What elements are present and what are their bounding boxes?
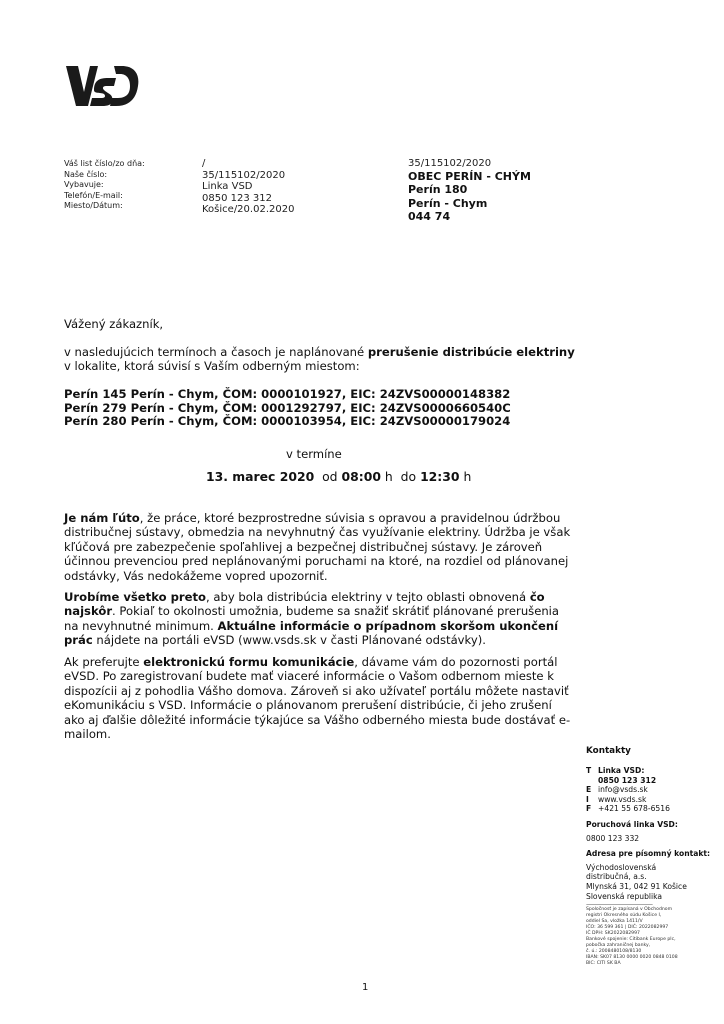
term-to-word: do [400, 469, 417, 484]
value-place-date: Košice/20.02.2020 [202, 204, 295, 215]
term-date-line [206, 469, 471, 484]
contact-row-email: E info@vsds.sk [586, 785, 648, 795]
term-date: 13. marec 2020 [206, 469, 315, 484]
recipient-name: OBEC PERÍN - CHÝM [408, 169, 531, 183]
value-your-letter: / [202, 158, 206, 169]
greeting: Vážený zákazník, [64, 317, 164, 331]
intro [64, 345, 584, 374]
contact-row-web: I www.vsds.sk [586, 794, 647, 804]
p2-bold-3: Aktuálne informácie o prípadnom skoršom ukončení prác [64, 618, 559, 648]
value-phone: 0850 123 312 [202, 192, 272, 204]
contact-row-phone-label: T Linka VSD: [586, 766, 645, 775]
term-from-time: 08:00 [341, 469, 381, 484]
p1-text: , že práce, ktoré bezprostredne súvisia s opravou a pravidelnou údržbou distribučnej sústavy, obmedzia na nevyhnutný čas využívanie elektriny. Údržba je však kľúčová pre zabezpečenie spoľahlivej a bezpečnej distribučnej sústavy. Je zároveň účinnou prevenciou pred neplánovanými poruchami na ktoré, na rozdiel od plánovanej odstávky, Vás nedokážeme vopred upozorniť. [64, 511, 571, 583]
paragraph-evsd [64, 655, 574, 741]
locations-list [64, 388, 511, 429]
legal-info: Spoločnosť je zapísaná v Obchodnom registri Okresného súdu Košice I, oddiel Sa, vložka 1411/V IČO: 36 599 361 | DIČ: 2022082997 IČ DPH: SK2022082997 Bankové spojenie: Citibank Europe plc, pobočka zahraničnej banky, č. ú.: 2008480108/8130 IBAN: SK07 8130 0000 0020 0848 0108 BIC: CITI SK BA [586, 907, 678, 967]
p2-bold-1: Urobíme všetko preto [64, 590, 207, 604]
p1-bold: Je nám ľúto [64, 511, 140, 525]
location-item: Perín 280 Perín - Chym, ČOM: 0000103954, EIC: 24ZVS00000179024 [64, 414, 511, 429]
term-hour-2: h [463, 469, 472, 484]
page-number: 1 [362, 982, 369, 993]
label-your-letter: Váš list číslo/zo dňa: [64, 159, 145, 168]
sidebar-contacts [586, 746, 716, 967]
recipient-block [408, 158, 531, 224]
recipient-city: Perín - Chym [408, 196, 488, 210]
value-handled-by: Linka VSD [202, 181, 253, 192]
label-phone-email: Telefón/E-mail: [64, 190, 123, 200]
p3-text-2: , dávame vám do pozornosti portál eVSD. Po zaregistrovaní budete mať viaceré informácie o Vašom odbernom mieste k dispozícii aj z pohodlia Vášho domova. Zároveň si ako užívateľ portálu môžete nastaviť eKomunikáciu s VSD. Informácie o plánovanom prerušení distribúcie, či jeho zrušení ako aj ďalšie dôležité informácie týkajúce sa Vášho odberného miesta bude dostávať e-mailom. [64, 655, 571, 742]
contacts-title: Kontakty [586, 746, 631, 756]
term-hour-1: h [384, 469, 393, 484]
address-title: Adresa pre písomný kontakt: [586, 849, 711, 859]
paragraph-apology [64, 511, 574, 583]
contact-row-phone: 0850 123 312 [598, 775, 657, 785]
meta-labels [64, 159, 145, 212]
label-handled-by: Vybavuje: [64, 180, 104, 189]
term-label: v termíne [286, 447, 342, 461]
term-to-time: 12:30 [420, 469, 460, 484]
label-place-date: Miesto/Dátum: [64, 201, 123, 210]
contact-row-fax: F +421 55 678-6516 [586, 804, 670, 814]
p2-text-2: . Pokiaľ to okolnosti umožnia, budeme sa snažiť skrátiť plánované prerušenia na nevyhnutné minimum. [64, 604, 560, 633]
fault-line-value: 0800 123 332 [586, 833, 640, 843]
location-item: Perín 145 Perín - Chym, ČOM: 0000101927, EIC: 24ZVS00000148382 [64, 387, 511, 401]
intro-pre: v nasledujúcich termínoch a časoch je naplánované [64, 345, 368, 359]
meta-values [202, 158, 294, 216]
p2-text-3: nájdete na portáli eVSD (www.vsds.sk v časti Plánované odstávky). [92, 633, 486, 648]
paragraph-restoration [64, 590, 574, 648]
vsd-logo-icon [64, 64, 140, 108]
fault-line-title: Poruchová linka VSD: [586, 819, 678, 829]
recipient-street: Perín 180 [408, 183, 468, 196]
address-block: Východoslovenská distribučná, a.s. Mlynská 31, 042 91 Košice Slovenská republika [586, 862, 687, 901]
intro-bold: prerušenie distribúcie elektriny [367, 345, 575, 359]
recipient-zip: 044 74 [408, 210, 451, 223]
contacts-list [586, 766, 716, 814]
p2-text-1: , aby bola distribúcia elektriny v tejto oblasti obnovená [206, 590, 530, 604]
p2-bold-2: čo najskôr [64, 590, 545, 619]
intro-post: v lokalite, ktorá súvisí s Vaším odberným miestom: [64, 359, 360, 374]
sidebar-divider: ——————————— [586, 900, 652, 909]
location-item: Perín 279 Perín - Chym, ČOM: 0001292797, EIC: 24ZVS0000660540C [64, 400, 511, 415]
label-our-number: Naše číslo: [64, 169, 108, 179]
recipient-ref: 35/115102/2020 [408, 158, 492, 169]
p3-bold-1: elektronickú formu komunikácie [143, 655, 355, 669]
term-from-word: od [322, 469, 338, 484]
value-our-number: 35/115102/2020 [202, 169, 286, 181]
p3-text-1: Ak preferujte [64, 655, 144, 669]
